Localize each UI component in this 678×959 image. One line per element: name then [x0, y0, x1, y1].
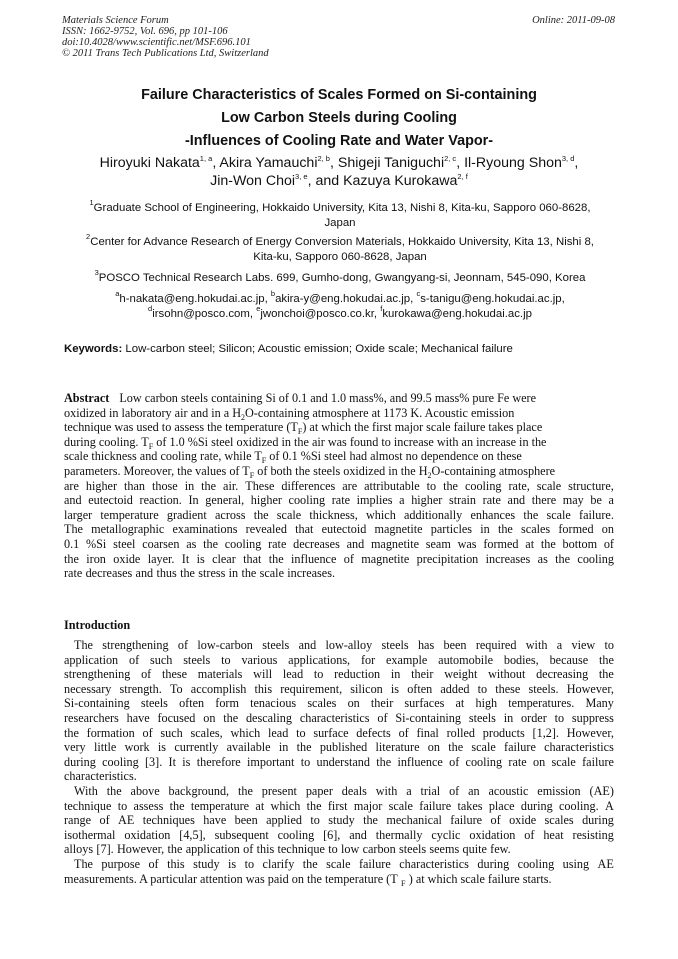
title-line-3: -Influences of Cooling Rate and Water Vapor- — [184, 133, 494, 149]
author-name: and Kazuya Kurokawa — [315, 173, 458, 189]
author-name: Hiroyuki Nakata — [99, 155, 200, 171]
author-name: Shigeji Taniguchi — [337, 155, 445, 171]
introduction-heading: Introduction — [64, 618, 131, 632]
journal-doi[interactable]: doi:10.4028/www.scientific.net/MSF.696.101 — [62, 37, 251, 48]
author-name: Il-Ryoung Shon — [464, 155, 562, 171]
journal-issn: ISSN: 1662-9752, Vol. 696, pp 101-106 — [62, 26, 228, 37]
author-emails: $^a$h-nakata@eng.hokudai.ac.jp, $^b$akira-y@eng.hokudai.ac.jp, $^c$s-tanigu@eng.hokudai.ac.jp, $^d$irsohn@posco.com, $^e$jwonchoi@posco.co.kr, $^f$kurokawa@eng.hokudai.ac.jp — [115, 289, 565, 320]
email-link[interactable]: s-tanigu@eng.hokudai.ac.jp — [420, 293, 562, 305]
email-link[interactable]: akira-y@eng.hokudai.ac.jp — [275, 293, 411, 305]
online-date: Online: 2011-09-08 — [532, 15, 615, 26]
email-link[interactable]: h-nakata@eng.hokudai.ac.jp — [119, 293, 265, 305]
author-list: Hiroyuki Nakata$^{1, a}$, Akira Yamauchi$^{2, b}$, Shigeji Taniguchi$^{2, c}$, Il-Ryoung Shon$^{3, d}$, Jin-Won Choi$^{3, e}$, and Kazuya Kurokawa$^{2, f}$ — [99, 154, 579, 189]
affiliation-3: $^3$POSCO Technical Research Labs. 699, Gumho-dong, Gwangyang-si, Jeonnam, 545-090, Korea — [94, 268, 586, 284]
keywords-label: Keywords: — [64, 343, 123, 355]
journal-copyright: © 2011 Trans Tech Publications Ltd, Switzerland — [62, 48, 269, 59]
keywords-text: Low-carbon steel; Silicon; Acoustic emission; Oxide scale; Mechanical failure — [125, 343, 513, 355]
abstract-section: Abstract Low carbon steels containing Si of 0.1 and 1.0 mass%, and 99.5 mass% pure Fe were oxidized in laboratory air and in a H2O-containing atmosphere at 1173 K. Acoustic emission technique was used to assess the temperature (TF) at which the first major scale failure takes place during cooling. TF of 1.0 %Si steel oxidized in the air was found to increase with an increase in the scale thickness and cooling rate, while TF of 0.1 %Si steel had almost no dependence on these parameters. Moreover, the values of TF of both the steels oxidized in the H2O-containing atmosphere are higher than those in the air. These differences are attributable to the cooling rate, scale structure, and eutectoid reaction. In general, higher cooling rate implies a higher strain rate and there may be a larger temperature gradient across the scale thickness, which additionally enhances the scale failure. The metallographic examinations revealed that eutectoid magnetite particles in the scales formed on 0.1 %Si steel coarsen as the cooling rate decreases and magnetite seam was formed at the bottom of the iron oxide layer. It is clear that the influence of magnetite precipitation increases as the cooling rate decreases and thus the stress in the scale increases. — [64, 391, 614, 581]
journal-header — [62, 15, 269, 59]
title-line-2: Low Carbon Steels during Cooling — [221, 110, 457, 126]
email-link[interactable]: jwonchoi@posco.co.kr — [260, 308, 374, 320]
title-line-1: Failure Characteristics of Scales Formed on Si-containing — [141, 87, 537, 103]
author-name: Jin-Won Choi — [210, 173, 296, 189]
affiliation-2: $^2$Center for Advance Research of Energy Conversion Materials, Hokkaido University, Kita 13, Nishi 8, Kita-ku, Sapporo 060-8628, Japan — [86, 232, 594, 263]
affiliation-1: $^1$Graduate School of Engineering, Hokkaido University, Kita 13, Nishi 8, Kita-ku, Sapporo 060-8628, Japan — [89, 198, 591, 229]
email-link[interactable]: kurokawa@eng.hokudai.ac.jp — [382, 308, 532, 320]
introduction-section: The strengthening of low-carbon steels and low-alloy steels has been required with a view to application of such steels to various applications, for example automobile bodies, because the strengthening of these materials will lead to reduction in their weight without decreasing the necessary strength. To accomplish this requirement, silicon is often added to these steels. However, Si-containing steels often form tenacious scales on their surfaces at high temperatures. Many researchers have focused on the descaling characteristics of Si-containing steels in order to suppress the formation of such scales, which lead to surface defects of final rolled products [1,2]. However, very little work is currently available in the published literature on the scale failure characteristics during cooling [3]. It is therefore important to understand the influence of cooling rate on scale failure characteristics. With the above background, the present paper deals with a trial of an acoustic emission (AE) technique to assess the temperature at which the first major scale failure takes place during cooling. A range of AE techniques have been applied to study the mechanical failure of oxide scales during isothermal oxidation [4,5], subsequent cooling [6], and thermally cyclic oxidation of heat resisting alloys [7]. However, the application of this technique to low carbon steels seems quite few. The purpose of this study is to clarify the scale failure characteristics during cooling using AE measurements. A particular attention was paid on the temperature (T F ) at which scale failure starts. — [64, 638, 614, 888]
author-name: Akira Yamauchi — [219, 155, 318, 171]
paper-title — [40, 84, 638, 153]
abstract-label: Abstract — [64, 391, 110, 405]
journal-name: Materials Science Forum — [62, 15, 169, 26]
email-link[interactable]: irsohn@posco.com — [152, 308, 250, 320]
keywords — [64, 342, 620, 357]
